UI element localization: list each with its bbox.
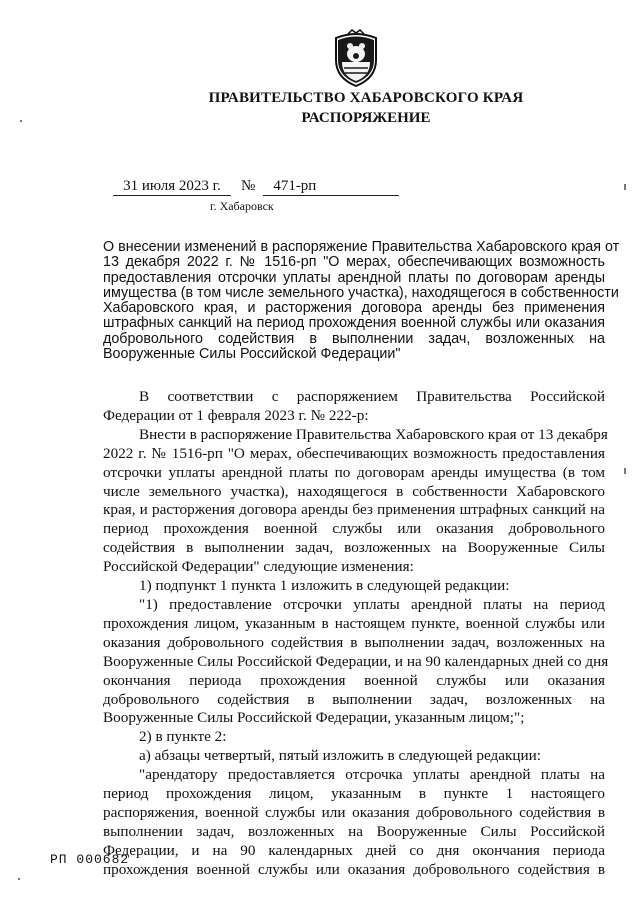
body-line: "1) предоставление отсрочки уплаты арендной платы на период	[139, 595, 605, 613]
body-line: выполнении задач, возложенных на Вооруженные Силы Российской	[103, 822, 605, 840]
document-number: 471-рп	[263, 178, 399, 196]
body-line: Российской Федерации" следующие изменения:	[103, 558, 414, 576]
document-place: г. Хабаровск	[210, 199, 274, 213]
scan-speck	[624, 184, 626, 190]
body-line: 1) подпункт 1 пункта 1 изложить в следующей редакции:	[139, 577, 510, 595]
subject-line: Вооруженные Силы Российской Федерации"	[103, 346, 401, 363]
body-line: 2) в пункте 2:	[139, 728, 227, 746]
body-line: края, и расторжения договора аренды без применения штрафных санкций на	[103, 501, 605, 519]
body-line: 2022 г. № 1516-рп "О мерах, обеспечивающих возможность предоставления	[103, 444, 605, 462]
body-line: период прохождения военной службы или оказания добровольного	[103, 520, 605, 538]
document-subject	[103, 239, 620, 363]
body-line: прохождения военной службы или оказания добровольного содействия в	[103, 860, 605, 878]
body-line: распоряжения, военной службы или оказания добровольного содействия в	[103, 803, 605, 821]
body-line: период прохождения лицом, указанным в пункте 1 настоящего	[103, 785, 605, 803]
document-body	[103, 388, 609, 880]
scan-speck	[624, 468, 626, 474]
body-line: добровольного содействия в выполнении задач, возложенных на	[103, 690, 605, 708]
body-line: а) абзацы четвертый, пятый изложить в следующей редакции:	[139, 747, 541, 765]
subject-line: штрафных санкций на период прохождения военной службы или оказания	[103, 315, 605, 332]
subject-line: предоставления отсрочки уплаты арендной платы по договорам аренды	[103, 269, 605, 286]
body-line: содействия в выполнении задач, возложенных на Вооруженные Силы	[103, 539, 605, 557]
body-line: окончания периода прохождения военной службы или оказания	[103, 671, 605, 689]
body-line: Федерации от 1 февраля 2023 г. № 222-р:	[103, 406, 369, 424]
subject-line: 13 декабря 2022 г. № 1516-рп "О мерах, обеспечивающих возможность	[103, 254, 605, 271]
body-line: прохождения лицом, указанным в настоящем пункте, военной службы или	[103, 614, 605, 632]
subject-line: Хабаровского края, и расторжения договора аренды без применения	[103, 300, 605, 317]
document-code: РП 000682	[50, 852, 130, 867]
body-line: Вооруженные Силы Российской Федерации, указанным лицом;";	[103, 709, 525, 727]
subject-line: добровольного содействия в выполнении задач, возложенных на	[103, 330, 605, 347]
body-line: оказания добровольного содействия в выполнении задач, возложенных на	[103, 633, 605, 651]
body-line: Федерации, и на 90 календарных дней со дня окончания периода	[103, 841, 605, 859]
registration-line	[113, 178, 399, 196]
document-kind: РАСПОРЯЖЕНИЕ	[301, 110, 431, 126]
body-line: "арендатору предоставляется отсрочка уплаты арендной платы на	[139, 766, 605, 784]
body-line: Вооруженные Силы Российской Федерации, и на 90 календарных дней со дня	[103, 652, 609, 670]
subject-line: имущества (в том числе земельного участка), находящегося в собственности	[103, 284, 619, 301]
government-title: ПРАВИТЕЛЬСТВО ХАБАРОВСКОГО КРАЯ	[208, 90, 524, 106]
body-line: отсрочки уплаты арендной платы по договорам аренды имущества (в том	[103, 463, 605, 481]
document-date: 31 июля 2023 г.	[113, 178, 231, 196]
khabarovsk-coat-of-arms-icon	[328, 28, 384, 88]
body-line: числе земельного участка), находящегося в собственности Хабаровского	[103, 482, 605, 500]
body-line: Внести в распоряжение Правительства Хабаровского края от 13 декабря	[139, 425, 608, 443]
subject-line: О внесении изменений в распоряжение Правительства Хабаровского края от	[103, 239, 620, 255]
scan-speck	[20, 120, 22, 122]
number-sign: №	[241, 178, 256, 194]
scan-speck	[18, 878, 20, 880]
body-line: В соответствии с распоряжением Правительства Российской	[139, 388, 605, 405]
